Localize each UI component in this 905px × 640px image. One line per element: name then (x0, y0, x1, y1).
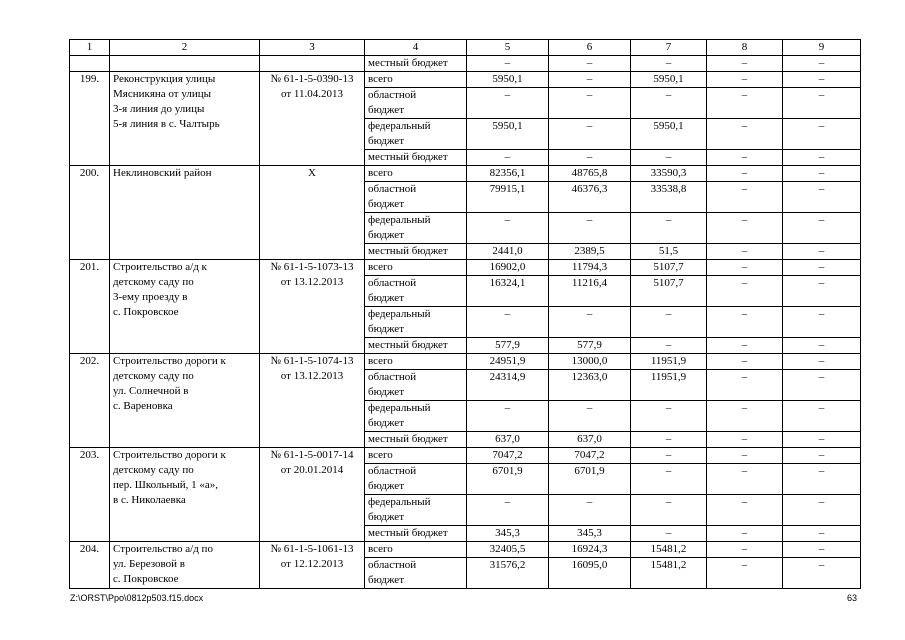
table-row (70, 542, 861, 558)
value-cell: 16095,0 (549, 558, 631, 589)
column-header: 5 (467, 40, 549, 56)
value-cell: – (631, 448, 707, 464)
text-line: всего (368, 355, 393, 367)
value-cell: – (467, 307, 549, 338)
text-line: местный бюджет (368, 527, 448, 539)
budget-category (365, 276, 467, 307)
text-line: бюджет (368, 417, 404, 429)
text-line: Строительство а/д по (113, 543, 213, 555)
text-line: бюджет (368, 511, 404, 523)
text-line: федеральный (368, 214, 431, 226)
text-line: № 61-1-5-0017-14 (270, 449, 354, 461)
budget-category (365, 495, 467, 526)
value-cell: – (707, 166, 783, 182)
registration-code (260, 72, 365, 166)
value-cell: 345,3 (467, 526, 549, 542)
value-cell: – (631, 338, 707, 354)
text-line: областной (368, 89, 417, 101)
budget-category (365, 72, 467, 88)
budget-category (365, 338, 467, 354)
table-body (70, 40, 861, 589)
row-number: 200. (70, 166, 110, 260)
value-cell: – (631, 213, 707, 244)
text-line: бюджет (368, 480, 404, 492)
text-line: федеральный (368, 120, 431, 132)
budget-category (365, 260, 467, 276)
text-line: бюджет (368, 229, 404, 241)
value-cell: – (783, 370, 861, 401)
budget-category (365, 526, 467, 542)
value-cell: – (707, 401, 783, 432)
value-cell: – (631, 432, 707, 448)
text-line: всего (368, 261, 393, 273)
value-cell: 15481,2 (631, 558, 707, 589)
registration-code (260, 542, 365, 589)
value-cell: 637,0 (467, 432, 549, 448)
text-line: всего (368, 73, 393, 85)
text-line: областной (368, 183, 417, 195)
text-line: 3-я линия до улицы (113, 103, 205, 115)
value-cell: – (549, 307, 631, 338)
budget-category (365, 558, 467, 589)
column-header: 4 (365, 40, 467, 56)
value-cell: 16324,1 (467, 276, 549, 307)
value-cell: – (707, 307, 783, 338)
value-cell: 5950,1 (631, 119, 707, 150)
value-cell: 11794,3 (549, 260, 631, 276)
table-row (70, 354, 861, 370)
value-cell: – (707, 260, 783, 276)
text-line: бюджет (368, 135, 404, 147)
value-cell: 11216,4 (549, 276, 631, 307)
text-line: 5-я линия в с. Чалтырь (113, 118, 220, 130)
text-line: бюджет (368, 386, 404, 398)
object-name (110, 72, 260, 166)
document-path: Z:\ORST\Ppo\0812p503.f15.docx (70, 593, 204, 603)
value-cell: – (783, 56, 861, 72)
budget-category (365, 88, 467, 119)
value-cell: – (783, 542, 861, 558)
text-line: 3-ему проезду в (113, 291, 188, 303)
value-cell: – (707, 182, 783, 213)
value-cell: 24951,9 (467, 354, 549, 370)
text-line: № 61-1-5-0390-13 (270, 73, 354, 85)
row-number: 203. (70, 448, 110, 542)
column-header: 7 (631, 40, 707, 56)
continuation-row (70, 56, 861, 72)
value-cell: 15481,2 (631, 542, 707, 558)
value-cell: – (783, 432, 861, 448)
text-line: местный бюджет (368, 245, 448, 257)
text-line: бюджет (368, 198, 404, 210)
value-cell: – (549, 495, 631, 526)
text-line: с. Покровское (113, 306, 179, 318)
value-cell: – (783, 338, 861, 354)
text-line: Строительство дороги к (113, 355, 226, 367)
table-row (70, 166, 861, 182)
object-name (110, 166, 260, 260)
text-line: детскому саду по (113, 276, 194, 288)
text-line: местный бюджет (368, 433, 448, 445)
value-cell: 13000,0 (549, 354, 631, 370)
text-line: детскому саду по (113, 370, 194, 382)
value-cell: – (549, 150, 631, 166)
value-cell: – (707, 495, 783, 526)
budget-category (365, 354, 467, 370)
text-line: пер. Школьный, 1 «а», (113, 479, 219, 491)
row-number: 199. (70, 72, 110, 166)
value-cell: – (707, 338, 783, 354)
budget-category (365, 119, 467, 150)
value-cell: 11951,9 (631, 370, 707, 401)
value-cell: – (783, 166, 861, 182)
budget-table (69, 39, 861, 589)
budget-category (365, 464, 467, 495)
budget-category (365, 401, 467, 432)
budget-category (365, 432, 467, 448)
budget-category (365, 307, 467, 338)
table-row (70, 72, 861, 88)
text-line: всего (368, 167, 393, 179)
value-cell: 577,9 (549, 338, 631, 354)
value-cell: – (783, 526, 861, 542)
budget-category (365, 542, 467, 558)
value-cell: 2389,5 (549, 244, 631, 260)
value-cell: 6701,9 (549, 464, 631, 495)
value-cell: – (631, 56, 707, 72)
text-line: от 13.12.2013 (280, 370, 344, 382)
value-cell: – (783, 213, 861, 244)
value-cell: – (707, 244, 783, 260)
value-cell: – (783, 182, 861, 213)
text-line: областной (368, 277, 417, 289)
value-cell: 5107,7 (631, 276, 707, 307)
page-number: 63 (846, 593, 857, 603)
value-cell: 82356,1 (467, 166, 549, 182)
row-number: 201. (70, 260, 110, 354)
value-cell: 6701,9 (467, 464, 549, 495)
value-cell: – (631, 307, 707, 338)
budget-category (365, 166, 467, 182)
text-line: всего (368, 543, 393, 555)
text-line: федеральный (368, 496, 431, 508)
value-cell: – (783, 354, 861, 370)
value-cell: – (783, 260, 861, 276)
value-cell: 11951,9 (631, 354, 707, 370)
value-cell: 16924,3 (549, 542, 631, 558)
registration-code (260, 166, 365, 260)
value-cell: – (549, 72, 631, 88)
object-name (110, 354, 260, 448)
object-name (110, 448, 260, 542)
text-line: детскому саду по (113, 464, 194, 476)
budget-category (365, 448, 467, 464)
text-line: № 61-1-5-1061-13 (270, 543, 354, 555)
value-cell: – (707, 88, 783, 119)
row-number: 204. (70, 542, 110, 589)
value-cell: 33590,3 (631, 166, 707, 182)
column-header: 2 (110, 40, 260, 56)
column-header: 3 (260, 40, 365, 56)
text-line: Мясникяна от улицы (113, 88, 212, 100)
value-cell: – (467, 150, 549, 166)
budget-category (365, 182, 467, 213)
value-cell: 2441,0 (467, 244, 549, 260)
value-cell: – (783, 119, 861, 150)
value-cell: 7047,2 (549, 448, 631, 464)
row-number: 202. (70, 354, 110, 448)
registration-code (260, 354, 365, 448)
text-line: в с. Николаевка (113, 494, 186, 506)
text-line: от 12.12.2013 (280, 558, 344, 570)
value-cell: – (707, 432, 783, 448)
text-line: бюджет (368, 292, 404, 304)
value-cell: – (549, 56, 631, 72)
value-cell: – (707, 558, 783, 589)
value-cell: – (783, 72, 861, 88)
column-header: 6 (549, 40, 631, 56)
value-cell: – (467, 401, 549, 432)
value-cell: – (707, 119, 783, 150)
value-cell: – (707, 354, 783, 370)
value-cell: – (549, 401, 631, 432)
value-cell: – (783, 495, 861, 526)
text-line: ул. Березовой в (113, 558, 185, 570)
budget-category (365, 150, 467, 166)
text-line: местный бюджет (368, 339, 448, 351)
value-cell: 79915,1 (467, 182, 549, 213)
object-name (110, 260, 260, 354)
text-line: бюджет (368, 574, 404, 586)
value-cell: 24314,9 (467, 370, 549, 401)
value-cell: – (549, 213, 631, 244)
text-line: № 61-1-5-1073-13 (270, 261, 354, 273)
value-cell: 345,3 (549, 526, 631, 542)
value-cell: 16902,0 (467, 260, 549, 276)
text-line: ул. Солнечной в (113, 385, 189, 397)
text-line: областной (368, 559, 417, 571)
value-cell: – (707, 72, 783, 88)
text-line: областной (368, 371, 417, 383)
text-line: Строительство а/д к (113, 261, 207, 273)
value-cell: – (631, 150, 707, 166)
value-cell: – (707, 150, 783, 166)
budget-category (365, 244, 467, 260)
value-cell: – (549, 88, 631, 119)
value-cell: – (707, 213, 783, 244)
value-cell: – (549, 119, 631, 150)
text-line: с. Вареновка (113, 400, 173, 412)
empty-cell (110, 56, 260, 72)
budget-category (365, 370, 467, 401)
value-cell: 7047,2 (467, 448, 549, 464)
value-cell: – (467, 495, 549, 526)
value-cell: 51,5 (631, 244, 707, 260)
value-cell: 46376,3 (549, 182, 631, 213)
value-cell: – (631, 495, 707, 526)
value-cell: – (783, 448, 861, 464)
value-cell: – (467, 213, 549, 244)
value-cell: – (783, 307, 861, 338)
value-cell: – (783, 150, 861, 166)
value-cell: – (631, 401, 707, 432)
empty-cell (260, 56, 365, 72)
value-cell: – (707, 56, 783, 72)
text-line: от 11.04.2013 (280, 88, 343, 100)
empty-cell (70, 56, 110, 72)
value-cell: 5950,1 (467, 119, 549, 150)
value-cell: – (707, 542, 783, 558)
value-cell: 577,9 (467, 338, 549, 354)
registration-code (260, 448, 365, 542)
text-line: Реконструкция улицы (113, 73, 216, 85)
text-line: № 61-1-5-1074-13 (270, 355, 354, 367)
value-cell: 33538,8 (631, 182, 707, 213)
text-line: от 20.01.2014 (280, 464, 344, 476)
value-cell: – (467, 56, 549, 72)
text-line: с. Покровское (113, 573, 179, 585)
value-cell: – (783, 464, 861, 495)
text-line: бюджет (368, 104, 404, 116)
text-line: Х (308, 167, 316, 179)
text-line: федеральный (368, 308, 431, 320)
value-cell: – (783, 401, 861, 432)
value-cell: – (631, 88, 707, 119)
value-cell: – (467, 88, 549, 119)
value-cell: – (707, 448, 783, 464)
value-cell: – (631, 464, 707, 495)
value-cell: – (783, 558, 861, 589)
value-cell: 31576,2 (467, 558, 549, 589)
value-cell: 48765,8 (549, 166, 631, 182)
value-cell: 12363,0 (549, 370, 631, 401)
budget-category: местный бюджет (365, 56, 467, 72)
value-cell: – (783, 276, 861, 307)
text-line: Неклиновский район (113, 167, 212, 179)
registration-code (260, 260, 365, 354)
value-cell: 5950,1 (467, 72, 549, 88)
value-cell: – (707, 526, 783, 542)
value-cell: – (707, 276, 783, 307)
value-cell: – (707, 464, 783, 495)
object-name (110, 542, 260, 589)
text-line: бюджет (368, 323, 404, 335)
budget-category (365, 213, 467, 244)
value-cell: 5950,1 (631, 72, 707, 88)
text-line: областной (368, 465, 417, 477)
value-cell: – (783, 244, 861, 260)
value-cell: 637,0 (549, 432, 631, 448)
text-line: федеральный (368, 402, 431, 414)
value-cell: – (783, 88, 861, 119)
text-line: всего (368, 449, 393, 461)
value-cell: 32405,5 (467, 542, 549, 558)
value-cell: 5107,7 (631, 260, 707, 276)
column-header: 8 (707, 40, 783, 56)
column-number-header-row (70, 40, 861, 56)
text-line: Строительство дороги к (113, 449, 226, 461)
table-row (70, 260, 861, 276)
column-header: 9 (783, 40, 861, 56)
table-row (70, 448, 861, 464)
value-cell: – (707, 370, 783, 401)
text-line: местный бюджет (368, 151, 448, 163)
value-cell: – (631, 526, 707, 542)
text-line: от 13.12.2013 (280, 276, 344, 288)
column-header: 1 (70, 40, 110, 56)
